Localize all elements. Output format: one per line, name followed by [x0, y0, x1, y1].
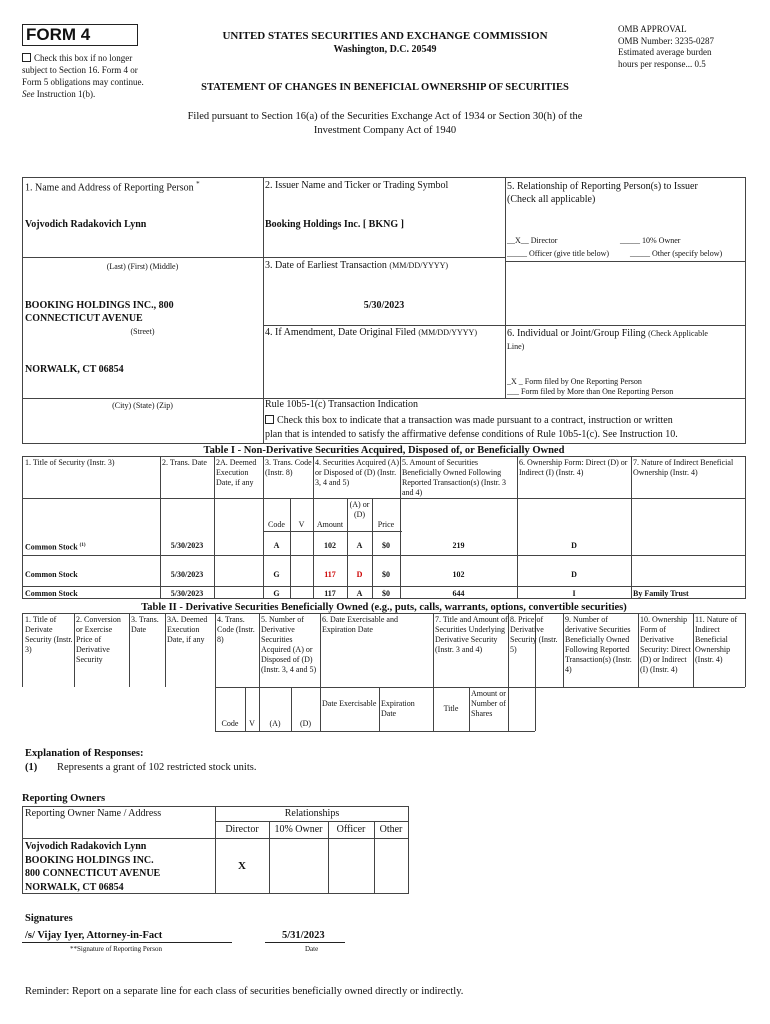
rule-10b5-text: Check this box to indicate that a transaction was made pursuant to a contract, instruction or written plan that is intended to satisfy the affirmative defense conditions of Rule 10b5-1(c). See Instruction 10. — [265, 415, 678, 440]
rule-10b5-title: Rule 10b5-1(c) Transaction Indication — [265, 399, 419, 410]
table-row-code: G — [273, 570, 280, 579]
table-row-form: D — [571, 570, 577, 579]
t2-sub-date-exercisable: Date Exercisable — [322, 699, 377, 708]
t1-sub-aord: (A) or (D) — [349, 500, 370, 519]
no-longer-subject-checkbox[interactable] — [22, 53, 31, 62]
t2-h11: 11. Nature of Indirect Beneficial Ownership (Instr. 4) — [695, 615, 738, 664]
t1-sub-code: Code — [268, 520, 285, 529]
owner-address-block: Vojvodich Radakovich Lynn BOOKING HOLDINGS INC. 800 CONNECTICUT AVENUE NORWALK, CT 06854 — [25, 841, 161, 893]
table-row-form: I — [572, 589, 576, 598]
table2-title: Table II - Derivative Securities Beneficially Owned (e.g., puts, calls, warrants, options, convertible securities) — [141, 602, 627, 613]
t1-h7: 7. Nature of Indirect Beneficial Ownership (Instr. 4) — [633, 458, 734, 477]
filed-pursuant-line2: Investment Company Act of 1940 — [313, 125, 457, 136]
relationship-other: _____ Other (specify below) — [630, 249, 723, 258]
t2-h6: 6. Date Exercisable and Expiration Date — [322, 615, 398, 634]
signatures-title: Signatures — [25, 913, 73, 924]
table-row-title: Common Stock — [25, 570, 78, 579]
table-row-amount: 117 — [324, 589, 336, 598]
table-row-date: 5/30/2023 — [170, 589, 204, 598]
filing-one-person: _X _ Form filed by One Reporting Person — [507, 377, 642, 386]
owners-col-officer: Officer — [336, 824, 366, 835]
reporting-person-name: Vojvodich Radakovich Lynn — [25, 219, 147, 230]
t1-h5: 5. Amount of Securities Beneficially Owned Following Reported Transaction(s) (Instr. 3 and 4) — [402, 458, 506, 497]
t1-sub-v: V — [298, 520, 305, 529]
table-row-code: G — [273, 589, 280, 598]
t2-sub-d: (D) — [299, 719, 312, 728]
sec3-label: 3. Date of Earliest Transaction (MM/DD/YYYY) — [265, 260, 449, 271]
table-row-amount: 117 — [324, 570, 336, 579]
t2-h10: 10. Ownership Form of Derivative Security: Direct (D) or Indirect (I) (Instr. 4) — [640, 615, 691, 674]
t1-sub-amount: Amount — [316, 520, 344, 529]
t2-h4: 4. Trans. Code (Instr. 8) — [217, 615, 255, 644]
t2-h9: 9. Number of derivative Securities Beneficially Owned Following Reported Transaction(s) (Instr. 4) — [565, 615, 632, 674]
t2-h3: 3. Trans. Date — [131, 615, 159, 634]
t2-h8: 8. Price of Derivative Security (Instr. 5) — [510, 615, 558, 654]
table-row-date: 5/30/2023 — [170, 570, 204, 579]
filed-pursuant-line1: Filed pursuant to Section 16(a) of the Securities Exchange Act of 1934 or Section 30(h) of the — [187, 111, 583, 122]
table-row-price: $0 — [382, 570, 390, 579]
explanation-title: Explanation of Responses: — [25, 748, 144, 759]
table-row-aord: D — [356, 570, 363, 579]
owners-col-director: Director — [225, 824, 259, 835]
address-city: NORWALK, CT 06854 — [25, 364, 124, 375]
date-caption: Date — [305, 945, 319, 953]
t1-h2: 2. Trans. Date — [162, 458, 207, 467]
table-row-title: Common Stock $^{(1)}$ — [25, 542, 86, 552]
statement-title: STATEMENT OF CHANGES IN BENEFICIAL OWNERSHIP OF SECURITIES — [201, 82, 569, 93]
owners-col-other: Other — [379, 824, 403, 835]
rule-10b5-checkbox[interactable] — [265, 415, 274, 424]
table-row-form: D — [571, 541, 577, 550]
owners-col-relationships: Relationships — [284, 808, 340, 819]
city-parts-caption: (City) (State) (Zip) — [112, 401, 173, 410]
reporting-owners-title: Reporting Owners — [22, 793, 106, 804]
t2-h7: 7. Title and Amount of Securities Underlying Derivative Security (Instr. 3 and 4) — [435, 615, 508, 654]
owners-col-ten-pct: 10% Owner — [274, 824, 323, 835]
t2-sub-v: V — [249, 719, 255, 728]
t1-h3: 3. Trans. Code (Instr. 8) — [265, 458, 312, 477]
t2-sub-amount: Amount or Number of Shares — [471, 689, 506, 718]
sec2-label: 2. Issuer Name and Ticker or Trading Symbol — [265, 180, 449, 191]
t2-h5: 5. Number of Derivative Securities Acquired (A) or Disposed of (D) (Instr. 3, 4 and 5) — [261, 615, 317, 674]
table-row-owned: 644 — [452, 589, 465, 598]
t2-sub-title: Title — [443, 704, 459, 713]
reminder-note: Reminder: Report on a separate line for each class of securities beneficially owned directly or indirectly. — [25, 986, 464, 997]
sec5-label: 5. Relationship of Reporting Person(s) to Issuer (Check all applicable) — [507, 181, 698, 205]
t2-h1: 1. Title of Derivate Security (Instr. 3) — [25, 615, 73, 654]
table-row-code: A — [273, 541, 280, 550]
t2-sub-code: Code — [221, 719, 239, 728]
table-row-nature: By Family Trust — [633, 589, 689, 598]
t1-h6: 6. Ownership Form: Direct (D) or Indirect (I) (Instr. 4) — [519, 458, 628, 477]
table-row-amount: 102 — [324, 541, 336, 550]
t1-h4: 4. Securities Acquired (A) or Disposed of (D) (Instr. 3, 4 and 5) — [315, 458, 399, 487]
address-line1: BOOKING HOLDINGS INC., 800 — [25, 300, 174, 311]
omb-approval: OMB APPROVAL OMB Number: 3235-0287 Estimated average burden hours per response... 0.5 — [618, 24, 714, 69]
table-row-price: $0 — [382, 589, 390, 598]
relationship-ten-pct: _____ 10% Owner — [620, 236, 681, 245]
sec1-label: 1. Name and Address of Reporting Person * — [25, 180, 200, 194]
owner-director-mark: X — [238, 860, 246, 872]
table-row-date: 5/30/2023 — [170, 541, 204, 550]
relationship-officer: _____ Officer (give title below) — [507, 249, 610, 258]
table-row-aord: A — [356, 541, 363, 550]
relationship-director: __X__ Director — [507, 236, 558, 245]
table1-title: Table I - Non-Derivative Securities Acquired, Disposed of, or Beneficially Owned — [203, 445, 565, 456]
t1-h1: 1. Title of Security (Instr. 3) — [25, 458, 115, 467]
sec4-label: 4. If Amendment, Date Original Filed (MM/DD/YYYY) — [265, 327, 477, 338]
form-title: FORM 4 — [22, 24, 138, 46]
name-parts-caption: (Last) (First) (Middle) — [106, 262, 179, 271]
t1-sub-price: Price — [377, 520, 395, 529]
earliest-transaction-date: 5/30/2023 — [363, 300, 405, 311]
footnote-number: (1) — [25, 762, 38, 773]
table-row-owned: 102 — [452, 570, 465, 579]
t2-sub-a: (A) — [269, 719, 281, 728]
table-row-price: $0 — [382, 541, 390, 550]
agency-city: Washington, D.C. 20549 — [333, 44, 437, 55]
table-row-title: Common Stock — [25, 589, 78, 598]
table-row-aord: A — [356, 589, 363, 598]
agency-name: UNITED STATES SECURITIES AND EXCHANGE COMMISSION — [222, 30, 548, 42]
filing-multiple-persons: ___ Form filed by More than One Reporting Person — [507, 387, 674, 396]
no-longer-subject-note: Check this box if no longer subject to Section 16. Form 4 or Form 5 obligations may continue. See Instruction 1(b). — [22, 53, 144, 99]
t2-sub-expiration: Expiration Date — [381, 699, 415, 718]
signature-caption: **Signature of Reporting Person — [70, 945, 162, 953]
owners-col-name: Reporting Owner Name / Address — [25, 808, 162, 819]
signature-date: 5/31/2023 — [282, 930, 325, 941]
address-line2: CONNECTICUT AVENUE — [25, 313, 143, 324]
t2-h3a: 3A. Deemed Execution Date, if any — [167, 615, 208, 644]
street-caption: (Street) — [130, 327, 155, 336]
issuer-name: Booking Holdings Inc. [ BKNG ] — [265, 219, 404, 230]
footnote-text: Represents a grant of 102 restricted stock units. — [57, 762, 257, 773]
t2-h2: 2. Conversion or Exercise Price of Derivative Security — [76, 615, 121, 664]
signature-value: /s/ Vijay Iyer, Attorney-in-Fact — [25, 930, 163, 941]
sec6-label: 6. Individual or Joint/Group Filing (Check Applicable Line) — [507, 328, 708, 351]
table-row-owned: 219 — [452, 541, 465, 550]
t1-h2a: 2A. Deemed Execution Date, if any — [216, 458, 257, 487]
